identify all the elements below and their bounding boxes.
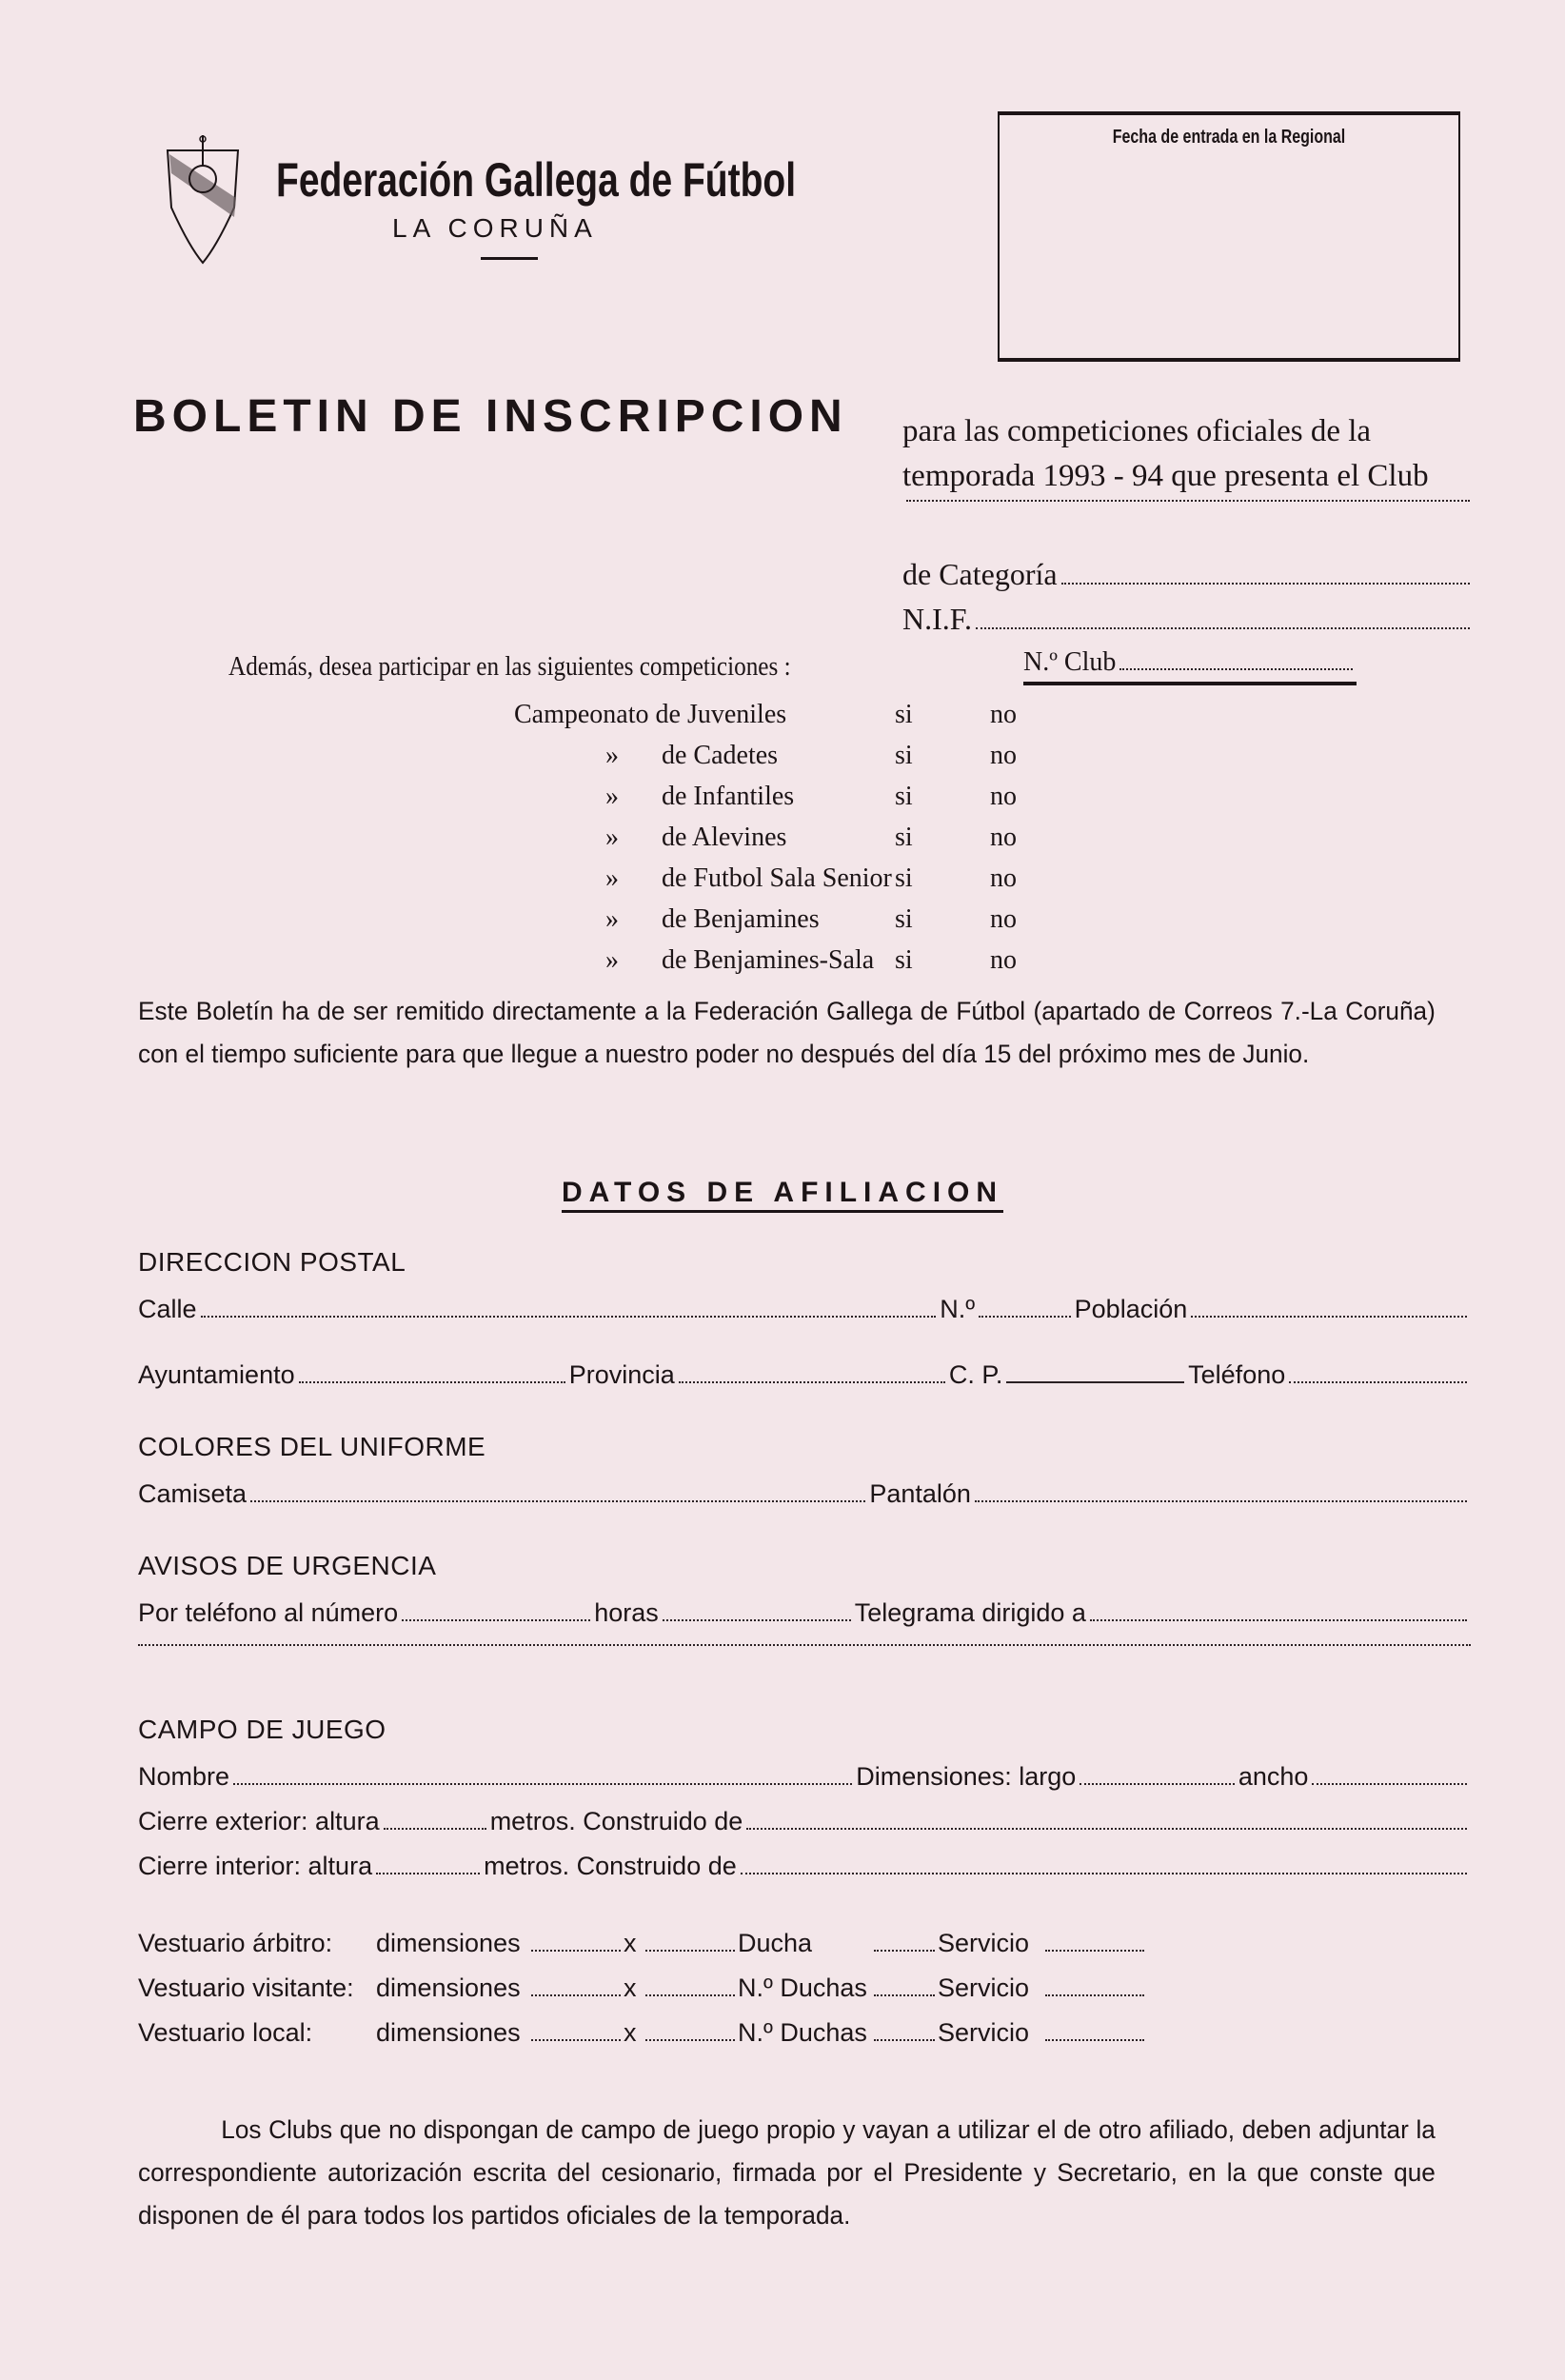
option-si[interactable]: si xyxy=(895,863,913,893)
heading-colores: COLORES DEL UNIFORME xyxy=(138,1432,486,1461)
intro-block xyxy=(902,409,1474,642)
numero-field[interactable] xyxy=(979,1315,1071,1318)
dim-a-field[interactable] xyxy=(531,1993,621,1996)
pantalon-field[interactable] xyxy=(975,1499,1467,1502)
largo-label: Dimensiones: largo xyxy=(856,1762,1077,1791)
ancho-field[interactable] xyxy=(1312,1782,1467,1785)
heading-avisos: AVISOS DE URGENCIA xyxy=(138,1551,437,1580)
urgency-extra-line[interactable] xyxy=(138,1643,1471,1688)
calle-field[interactable] xyxy=(201,1315,937,1318)
telefono-urgencia-label: Por teléfono al número xyxy=(138,1598,399,1627)
categoria-label: de Categoría xyxy=(902,557,1058,591)
servicio-field[interactable] xyxy=(1045,2038,1144,2041)
option-no[interactable]: no xyxy=(990,782,1017,811)
poblacion-field[interactable] xyxy=(1191,1315,1467,1318)
duchas-field[interactable] xyxy=(874,1993,935,1996)
heading-campo: CAMPO DE JUEGO xyxy=(138,1715,386,1744)
servicio-label: Servicio xyxy=(938,1929,1030,1957)
divider xyxy=(1023,682,1357,685)
pantalon-label: Pantalón xyxy=(869,1479,971,1508)
entry-date-stamp-box[interactable] xyxy=(998,111,1460,362)
ditto-mark: » xyxy=(605,782,619,811)
servicio-field[interactable] xyxy=(1045,1949,1144,1952)
option-si[interactable]: si xyxy=(895,823,913,852)
federation-crest-logo xyxy=(160,131,246,265)
duchas-label: N.º Duchas xyxy=(738,2018,867,2047)
address-row-2 xyxy=(138,1360,1471,1405)
provincia-field[interactable] xyxy=(679,1380,945,1383)
ditto-mark: » xyxy=(605,863,619,893)
vestuario-label: Vestuario árbitro: xyxy=(138,1929,333,1957)
nif-field[interactable] xyxy=(902,597,1474,642)
cierre-interior-material-field[interactable] xyxy=(741,1872,1467,1874)
dimensiones-label: dimensiones xyxy=(376,1929,521,1957)
telefono-field[interactable] xyxy=(1289,1380,1467,1383)
telegrama-field[interactable] xyxy=(1090,1618,1467,1621)
cierre-interior-label: Cierre interior: altura xyxy=(138,1852,373,1880)
ayuntamiento-field[interactable] xyxy=(299,1380,565,1383)
competition-label: de Benjamines-Sala xyxy=(662,945,875,975)
vestuario-row xyxy=(138,1973,1471,2018)
submission-notice: Este Boletín ha de ser remitido directamente a la Federación Gallega de Fútbol (apartado de Correos 7.-La Coruña) con el tiempo suficiente para que llegue a nuestro poder no después del día 15 del próximo mes de Junio. xyxy=(138,997,1436,1068)
cp-label: C. P. xyxy=(948,1360,1003,1389)
club-name-field[interactable] xyxy=(902,499,1474,546)
cp-field[interactable] xyxy=(1006,1381,1184,1383)
dim-b-field[interactable] xyxy=(645,1949,735,1952)
duchas-field[interactable] xyxy=(874,2038,935,2041)
dimensiones-label: dimensiones xyxy=(376,1973,521,2002)
competition-label: de Alevines xyxy=(662,823,787,852)
option-no[interactable]: no xyxy=(990,741,1017,770)
heading-direccion: DIRECCION POSTAL xyxy=(138,1247,406,1277)
nif-label: N.I.F. xyxy=(902,602,972,636)
ancho-label: ancho xyxy=(1238,1762,1309,1791)
address-row-1 xyxy=(138,1295,1471,1339)
option-no[interactable]: no xyxy=(990,823,1017,852)
dim-a-field[interactable] xyxy=(531,2038,621,2041)
intro-text: para las competiciones oficiales de la temporada 1993 - 94 que presenta el Club xyxy=(902,414,1429,493)
ditto-mark: » xyxy=(605,741,619,770)
dim-b-field[interactable] xyxy=(645,1993,735,1996)
federation-city: LA CORUÑA xyxy=(392,213,598,243)
cierre-exterior-altura-field[interactable] xyxy=(384,1827,486,1830)
urgency-row xyxy=(138,1598,1471,1643)
largo-field[interactable] xyxy=(1080,1782,1235,1785)
telefono-urgencia-field[interactable] xyxy=(402,1618,590,1621)
camiseta-field[interactable] xyxy=(250,1499,865,1502)
club-number-label: N.º Club xyxy=(1023,647,1117,677)
dim-b-field[interactable] xyxy=(645,2038,735,2041)
option-no[interactable]: no xyxy=(990,700,1017,729)
affiliation-form xyxy=(138,1247,1471,2063)
competition-label: de Futbol Sala Senior xyxy=(662,863,892,893)
servicio-label: Servicio xyxy=(938,1973,1030,2002)
competition-label: de Cadetes xyxy=(662,741,779,770)
cierre-interior-altura-field[interactable] xyxy=(376,1872,480,1874)
option-no[interactable]: no xyxy=(990,904,1017,934)
cierre-exterior-label: Cierre exterior: altura xyxy=(138,1807,380,1835)
field-name-row xyxy=(138,1762,1471,1807)
categoria-field[interactable] xyxy=(902,552,1474,597)
stamp-box-label: Fecha de entrada en la Regional xyxy=(1112,127,1346,148)
cierre-exterior-material-field[interactable] xyxy=(746,1827,1467,1830)
divider xyxy=(481,257,538,260)
camiseta-label: Camiseta xyxy=(138,1479,248,1508)
vestuario-row xyxy=(138,1929,1471,1973)
cierre-interior-row xyxy=(138,1852,1471,1896)
section-title xyxy=(0,1177,1565,1209)
nombre-label: Nombre xyxy=(138,1762,230,1791)
ditto-mark: » xyxy=(605,904,619,934)
servicio-field[interactable] xyxy=(1045,1993,1144,1996)
option-si[interactable]: si xyxy=(895,741,913,770)
calle-label: Calle xyxy=(138,1295,197,1323)
x-label: x xyxy=(624,1929,637,1957)
cierre-exterior-row xyxy=(138,1807,1471,1852)
ditto-mark: » xyxy=(605,823,619,852)
poblacion-label: Población xyxy=(1074,1295,1188,1323)
numero-label: N.º xyxy=(940,1295,976,1323)
option-no[interactable]: no xyxy=(990,945,1017,975)
metros-label: metros. Construido de xyxy=(484,1852,737,1880)
horas-label: horas xyxy=(594,1598,659,1627)
competition-label: de Infantiles xyxy=(662,782,795,811)
option-no[interactable]: no xyxy=(990,863,1017,893)
nombre-field[interactable] xyxy=(233,1782,852,1785)
federation-name: Federación Gallega de Fútbol xyxy=(276,153,797,207)
footer-note: Los Clubs que no dispongan de campo de juego propio y vayan a utilizar el de otro afiliado, deben adjuntar la correspondiente autorización escrita del cesionario, firmada por el Presidente y Secretario, en la que conste que disponen de él para todos los partidos oficiales de la temporada. xyxy=(138,2115,1436,2230)
duchas-label: Ducha xyxy=(738,1929,813,1957)
vestuario-label: Vestuario local: xyxy=(138,2018,313,2047)
horas-field[interactable] xyxy=(663,1618,851,1621)
section-title-text: DATOS DE AFILIACION xyxy=(562,1177,1003,1213)
option-si[interactable]: si xyxy=(895,700,913,729)
competition-label: de Benjamines xyxy=(662,904,820,934)
duchas-label: N.º Duchas xyxy=(738,1973,867,2002)
colors-row xyxy=(138,1479,1471,1524)
option-si[interactable]: si xyxy=(895,782,913,811)
competitions-intro: Además, desea participar en las siguientes competiciones : xyxy=(228,652,791,682)
metros-label: metros. Construido de xyxy=(489,1807,743,1835)
x-label: x xyxy=(624,1973,637,2002)
servicio-label: Servicio xyxy=(938,2018,1030,2047)
document-title: BOLETIN DE INSCRIPCION xyxy=(133,391,848,442)
provincia-label: Provincia xyxy=(568,1360,675,1389)
option-si[interactable]: si xyxy=(895,945,913,975)
x-label: x xyxy=(624,2018,637,2047)
dimensiones-label: dimensiones xyxy=(376,2018,521,2047)
club-number-field[interactable] xyxy=(1023,647,1357,678)
dim-a-field[interactable] xyxy=(531,1949,621,1952)
telefono-label: Teléfono xyxy=(1188,1360,1286,1389)
ayuntamiento-label: Ayuntamiento xyxy=(138,1360,295,1389)
vestuario-label: Vestuario visitante: xyxy=(138,1973,354,2002)
telegrama-label: Telegrama dirigido a xyxy=(854,1598,1086,1627)
vestuario-row xyxy=(138,2018,1471,2063)
competition-label: Campeonato de Juveniles xyxy=(514,700,787,729)
ditto-mark: » xyxy=(605,945,619,975)
duchas-field[interactable] xyxy=(874,1949,935,1952)
option-si[interactable]: si xyxy=(895,904,913,934)
